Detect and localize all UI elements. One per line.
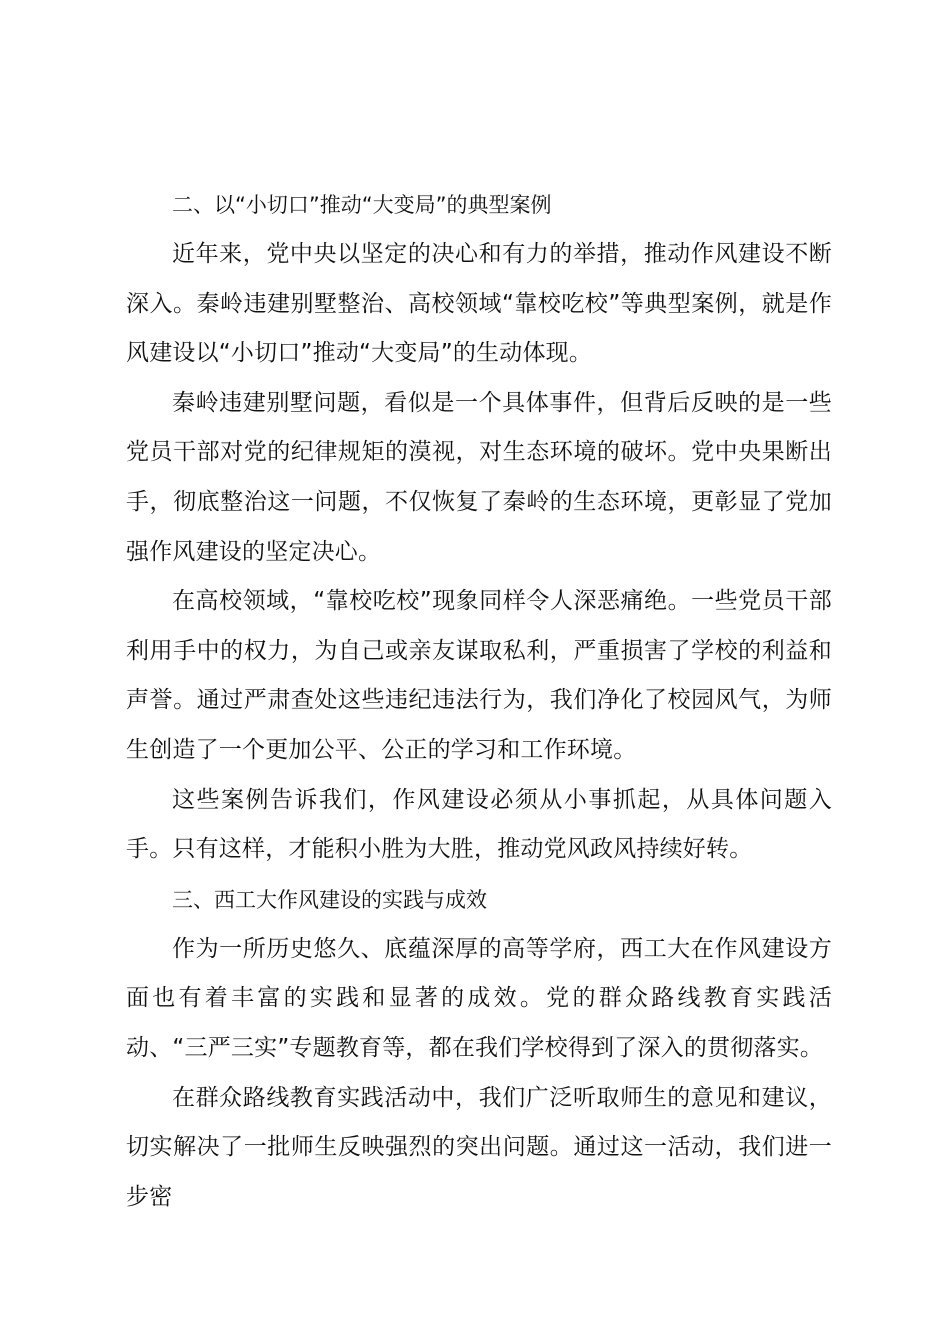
paragraph-2: 秦岭违建别墅问题，看似是一个具体事件，但背后反映的是一些党员干部对党的纪律规矩的漠视，对生态环境的破坏。党中央果断出手，彻底整治这一问题，不仅恢复了秦岭的生态环境，更彰显了党加强作风建设的坚定决心。	[126, 389, 832, 565]
section-heading-2: 二、以“小切口”推动“大变局”的典型案例	[172, 193, 552, 217]
paragraph-4: 这些案例告诉我们，作风建设必须从小事抓起，从具体问题入手。只有这样，才能积小胜为大胜，推动党风政风持续好转。	[126, 786, 832, 863]
paragraph-6: 在群众路线教育实践活动中，我们广泛听取师生的意见和建议，切实解决了一批师生反映强烈的突出问题。通过这一活动，我们进一步密	[126, 1084, 832, 1210]
paragraph-3: 在高校领域，“靠校吃校”现象同样令人深恶痛绝。一些党员干部利用手中的权力，为自己或亲友谋取私利，严重损害了学校的利益和声誉。通过严肃查处这些违纪违法行为，我们净化了校园风气，为师生创造了一个更加公平、公正的学习和工作环境。	[126, 588, 832, 763]
document-body	[126, 180, 832, 1222]
paragraph-5: 作为一所历史悠久、底蕴深厚的高等学府，西工大在作风建设方面也有着丰富的实践和显著的成效。党的群众路线教育实践活动、“三严三实”专题教育等，都在我们学校得到了深入的贯彻落实。	[126, 935, 832, 1061]
section-heading-3: 三、西工大作风建设的实践与成效	[172, 887, 487, 912]
paragraph-1: 近年来，党中央以坚定的决心和有力的举措，推动作风建设不断深入。秦岭违建别墅整治、高校领域“靠校吃校”等典型案例，就是作风建设以“小切口”推动“大变局”的生动体现。	[126, 241, 832, 367]
